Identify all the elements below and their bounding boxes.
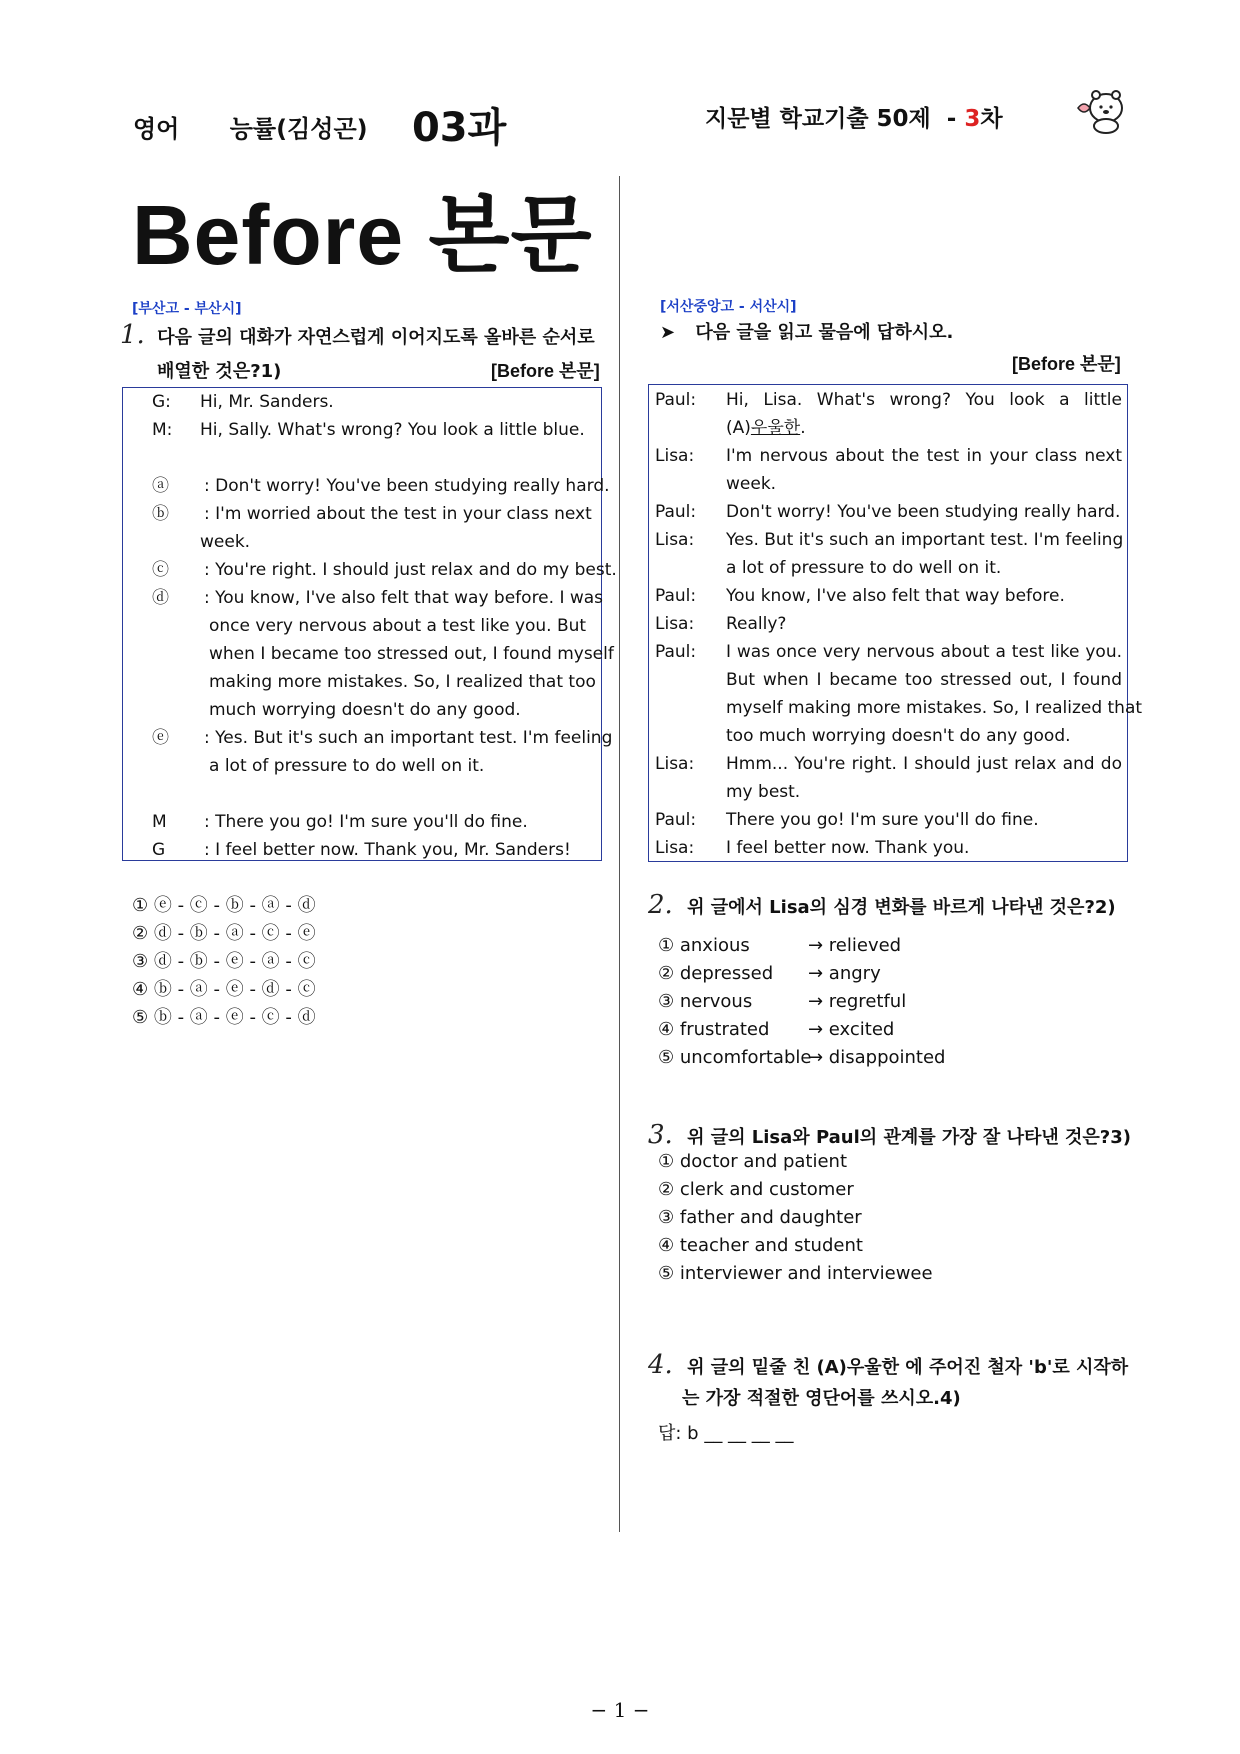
bear-mascot-icon <box>1072 84 1126 134</box>
passage-line: a lot of pressure to do well on it. <box>726 558 1002 578</box>
speaker-paul: Paul: <box>655 586 697 606</box>
dialog-line: much worrying doesn't do any good. <box>209 700 521 720</box>
header-left <box>133 92 506 149</box>
speaker-e: ⓔ <box>152 728 169 748</box>
q2-option-from: ① anxious <box>658 935 750 956</box>
passage-line: I'm nervous about the test in your class next <box>726 446 1122 466</box>
q1-option-2[interactable]: ② ⓓ - ⓑ - ⓐ - ⓒ - ⓔ <box>132 923 316 944</box>
speaker-d: ⓓ <box>152 588 169 608</box>
speaker-lisa: Lisa: <box>655 530 695 550</box>
speaker-paul: Paul: <box>655 502 697 522</box>
speaker-lisa: Lisa: <box>655 446 695 466</box>
round-number: 3 <box>964 106 981 132</box>
passage-line: Yes. But it's such an important test. I'm feeling <box>726 530 1124 550</box>
passage-line: I was once very nervous about a test like you. <box>726 642 1122 662</box>
publisher: 능률(김성곤) <box>229 115 368 143</box>
q3-option-2[interactable]: ② clerk and customer <box>658 1179 854 1200</box>
q4-question-line1 <box>648 1350 1128 1380</box>
speaker-g: G <box>152 840 166 860</box>
q2-option-from: ③ nervous <box>658 991 753 1012</box>
q4-number: 4. <box>648 1350 673 1380</box>
q2-option-to: → disappointed <box>808 1047 946 1068</box>
q1-text-line1: 다음 글의 대화가 자연스럽게 이어지도록 올바른 순서로 <box>157 327 595 348</box>
speaker-paul: Paul: <box>655 390 697 410</box>
q2-option-1[interactable] <box>658 932 902 960</box>
q2-option-to: → relieved <box>808 935 902 956</box>
dialog-line: when I became too stressed out, I found myself <box>209 644 614 664</box>
speaker-lisa: Lisa: <box>655 838 695 858</box>
q2-option-to: → excited <box>808 1019 895 1040</box>
speaker-b: ⓑ <box>152 504 169 524</box>
column-divider <box>619 176 620 1532</box>
q2-option-3[interactable] <box>658 988 907 1016</box>
right-source: [서산중앙고 - 서산시] <box>660 299 797 315</box>
page-title: Before 본문 <box>132 188 593 282</box>
passage-line: my best. <box>726 782 801 802</box>
q2-option-5[interactable] <box>658 1044 946 1072</box>
q2-text: 위 글에서 Lisa의 심경 변화를 바르게 나타낸 것은?2) <box>687 897 1116 918</box>
left-source: [부산고 - 부산시] <box>132 301 242 317</box>
speaker-paul: Paul: <box>655 642 697 662</box>
q2-option-4[interactable] <box>658 1016 895 1044</box>
speaker-g: G: <box>152 392 171 412</box>
dialog-line: : You know, I've also felt that way before. I was <box>204 588 604 608</box>
dialog-line: Hi, Sally. What's wrong? You look a little blue. <box>200 420 585 440</box>
dialog-line: : I feel better now. Thank you, Mr. Sanders! <box>204 840 571 860</box>
speaker-m: M <box>152 812 167 832</box>
q3-text: 위 글의 Lisa와 Paul의 관계를 가장 잘 나타낸 것은?3) <box>687 1127 1131 1148</box>
round-suffix: 차 <box>980 106 1003 132</box>
q2-option-from: ⑤ uncomfortable <box>658 1047 812 1068</box>
q1-text-line2: 배열한 것은?1) <box>157 361 282 382</box>
q2-option-from: ② depressed <box>658 963 774 984</box>
q1-option-3[interactable]: ③ ⓓ - ⓑ - ⓔ - ⓐ - ⓒ <box>132 951 316 972</box>
q1-tag: [Before 본문] <box>491 361 600 381</box>
lesson: 03과 <box>411 105 507 151</box>
right-tag: [Before 본문] <box>1012 354 1121 374</box>
dialog-line: : There you go! I'm sure you'll do fine. <box>204 812 528 832</box>
passage-line: I feel better now. Thank you. <box>726 838 970 858</box>
passage-line: week. <box>726 474 777 494</box>
dialog-line: once very nervous about a test like you. But <box>209 616 587 636</box>
speaker-c: ⓒ <box>152 560 169 580</box>
q1-line1 <box>120 320 595 350</box>
passage-line: Really? <box>726 614 787 634</box>
q4-text-line1: 위 글의 밑줄 친 (A)우울한 에 주어진 철자 'b'로 시작하 <box>687 1357 1129 1378</box>
q1-option-5[interactable]: ⑤ ⓑ - ⓐ - ⓔ - ⓒ - ⓓ <box>132 1007 316 1028</box>
passage-line: There you go! I'm sure you'll do fine. <box>726 810 1039 830</box>
q2-option-to: → regretful <box>808 991 907 1012</box>
q1-option-4[interactable]: ④ ⓑ - ⓐ - ⓔ - ⓓ - ⓒ <box>132 979 316 1000</box>
q3-option-1[interactable]: ① doctor and patient <box>658 1151 848 1172</box>
page-number: − 1 − <box>590 1698 650 1722</box>
q2-option-to: → angry <box>808 963 881 984</box>
speaker-lisa: Lisa: <box>655 754 695 774</box>
q3-option-5[interactable]: ⑤ interviewer and interviewee <box>658 1263 933 1284</box>
q2-option-2[interactable] <box>658 960 881 988</box>
speaker-m: M: <box>152 420 173 440</box>
q3-option-3[interactable]: ③ father and daughter <box>658 1207 862 1228</box>
speaker-lisa: Lisa: <box>655 614 695 634</box>
q2-number: 2. <box>648 890 673 920</box>
passage-line: But when I became too stressed out, I found <box>726 670 1122 690</box>
dialog-line: Hi, Mr. Sanders. <box>200 392 334 412</box>
series-title: 지문별 학교기출 50제 <box>705 106 931 132</box>
dialog-line: : I'm worried about the test in your class next <box>204 504 592 524</box>
passage-line-underlined <box>726 414 806 442</box>
dialog-line: a lot of pressure to do well on it. <box>209 756 485 776</box>
header-separator: - <box>946 106 957 132</box>
period: . <box>800 418 806 438</box>
header-right <box>705 100 1003 133</box>
q4-text-line2: 는 가장 적절한 영단어를 쓰시오.4) <box>682 1388 961 1409</box>
speaker-paul: Paul: <box>655 810 697 830</box>
passage-line: Don't worry! You've been studying really hard. <box>726 502 1121 522</box>
passage-line: Hi, Lisa. What's wrong? You look a little <box>726 390 1122 410</box>
passage-line: too much worrying doesn't do any good. <box>726 726 1071 746</box>
q2-question <box>648 890 1116 920</box>
dialog-line: : Don't worry! You've been studying really hard. <box>204 476 610 496</box>
right-instruction-row <box>660 318 953 344</box>
q3-option-4[interactable]: ④ teacher and student <box>658 1235 863 1256</box>
q3-question <box>648 1120 1131 1150</box>
dialog-line: : You're right. I should just relax and do my best. <box>204 560 617 580</box>
q1-option-1[interactable]: ① ⓔ - ⓒ - ⓑ - ⓐ - ⓓ <box>132 895 316 916</box>
q1-number: 1. <box>120 320 145 350</box>
arrow-icon: ➤ <box>660 322 676 343</box>
passage-line: You know, I've also felt that way before. <box>726 586 1065 606</box>
q3-number: 3. <box>648 1120 673 1150</box>
dialog-line: week. <box>200 532 251 552</box>
passage-line: myself making more mistakes. So, I realized that <box>726 698 1143 718</box>
passage-line: Hmm... You're right. I should just relax and do <box>726 754 1122 774</box>
underlined-word: 우울한 <box>750 418 801 438</box>
blank-label: (A) <box>726 418 751 438</box>
dialog-line: : Yes. But it's such an important test. I'm feeling <box>204 728 613 748</box>
subject: 영어 <box>133 115 180 143</box>
q4-answer-field[interactable]: 답: b __ __ __ __ <box>658 1423 794 1444</box>
q2-option-from: ④ frustrated <box>658 1019 770 1040</box>
right-instruction: 다음 글을 읽고 물음에 답하시오. <box>695 322 954 343</box>
dialog-line: making more mistakes. So, I realized that too <box>209 672 596 692</box>
speaker-a: ⓐ <box>152 476 169 496</box>
